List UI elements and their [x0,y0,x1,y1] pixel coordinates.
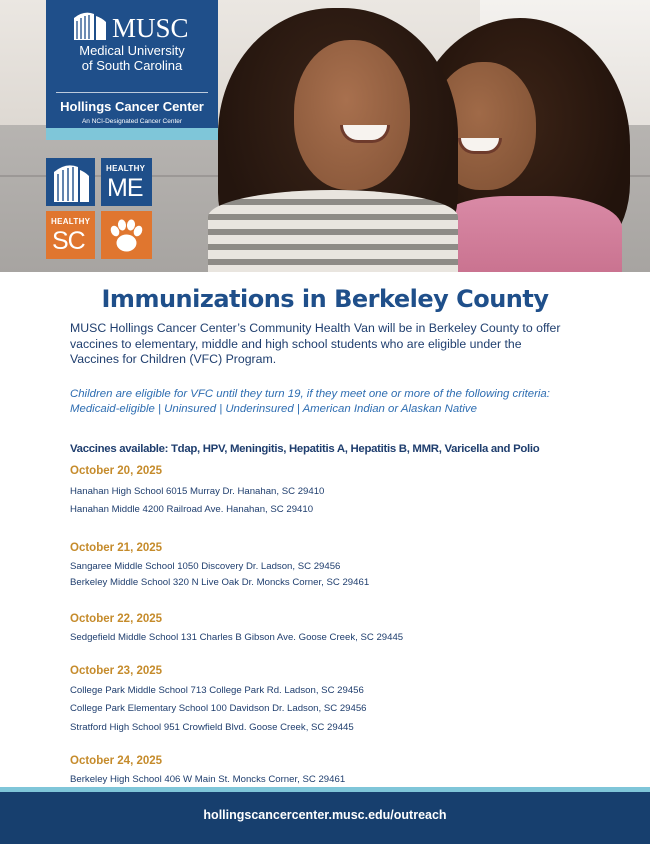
cancer-center-tagline: An NCI-Designated Cancer Center [81,118,183,125]
schedule-date: October 20, 2025 [70,465,163,477]
logo-divider [56,92,208,93]
schedule-site: Berkeley Middle School 320 N Live Oak Dr. Moncks Corner, SC 29461 [70,577,370,588]
building-icon [72,10,110,42]
healthy-me-label: HEALTHY [106,164,146,173]
musc-logo-row [72,10,189,42]
healthy-me-word: ME [107,174,143,202]
schedule-date: October 24, 2025 [70,755,163,767]
building-icon [46,158,95,206]
page-title: Immunizations in Berkeley County [101,285,549,313]
schedule-date: October 23, 2025 [70,665,163,677]
building-tile [46,158,95,206]
musc-subtitle [46,43,218,73]
musc-logo [46,0,218,140]
mother-face [294,40,410,190]
paw-icon [101,211,152,259]
eligibility-line-2: Medicaid-eligible | Uninsured | Underinsured | American Indian or Alaskan Native [70,403,477,415]
daughter-shirt [432,196,622,272]
cancer-center-name: Hollings Cancer Center [60,99,204,114]
schedule-site: College Park Middle School 713 College Park Rd. Ladson, SC 29456 [70,685,364,696]
footer-bar [0,792,650,844]
schedule-site: Sedgefield Middle School 131 Charles B Gibson Ave. Goose Creek, SC 29445 [70,632,404,643]
mother-shirt [208,190,458,272]
intro-paragraph: MUSC Hollings Cancer Center’s Community Health Van will be in Berkeley County to offer vaccines to elementary, middle and high school students who are eligible under the Vaccines for Children (VFC) Program. [70,321,561,366]
healthy-sc-label: HEALTHY [51,217,91,226]
musc-subtitle-line2: of South Carolina [81,58,183,73]
logo-teal-stripe [46,128,218,140]
schedule-site: Sangaree Middle School 1050 Discovery Dr. Ladson, SC 29456 [70,561,341,572]
eligibility-criteria [70,387,590,417]
healthy-sc-badge [46,211,95,259]
eligibility-line-1: Children are eligible for VFC until they turn 19, if they meet one or more of the following criteria: [70,388,550,400]
schedule-site: College Park Elementary School 100 Davidson Dr. Ladson, SC 29456 [70,703,367,714]
musc-subtitle-line1: Medical University [79,43,185,58]
schedule-site: Stratford High School 951 Crowfield Blvd. Goose Creek, SC 29445 [70,722,354,733]
healthy-sc-word: SC [52,227,85,255]
healthy-me-badge [101,158,152,206]
schedule-site: Hanahan High School 6015 Murray Dr. Hanahan, SC 29410 [70,486,325,497]
schedule-date: October 22, 2025 [70,613,163,625]
musc-wordmark: MUSC [112,13,189,43]
schedule-site: Hanahan Middle 4200 Railroad Ave. Hanahan, SC 29410 [70,504,314,515]
schedule-site: Berkeley High School 406 W Main St. Moncks Corner, SC 29461 [70,774,346,785]
vaccines-available: Vaccines available: Tdap, HPV, Meningitis, Hepatitis A, Hepatitis B, MMR, Varicella and Polio [70,443,540,455]
schedule-date: October 21, 2025 [70,542,163,554]
footer-url-link[interactable]: hollingscancercenter.musc.edu/outreach [203,808,447,822]
paw-tile [101,211,152,259]
